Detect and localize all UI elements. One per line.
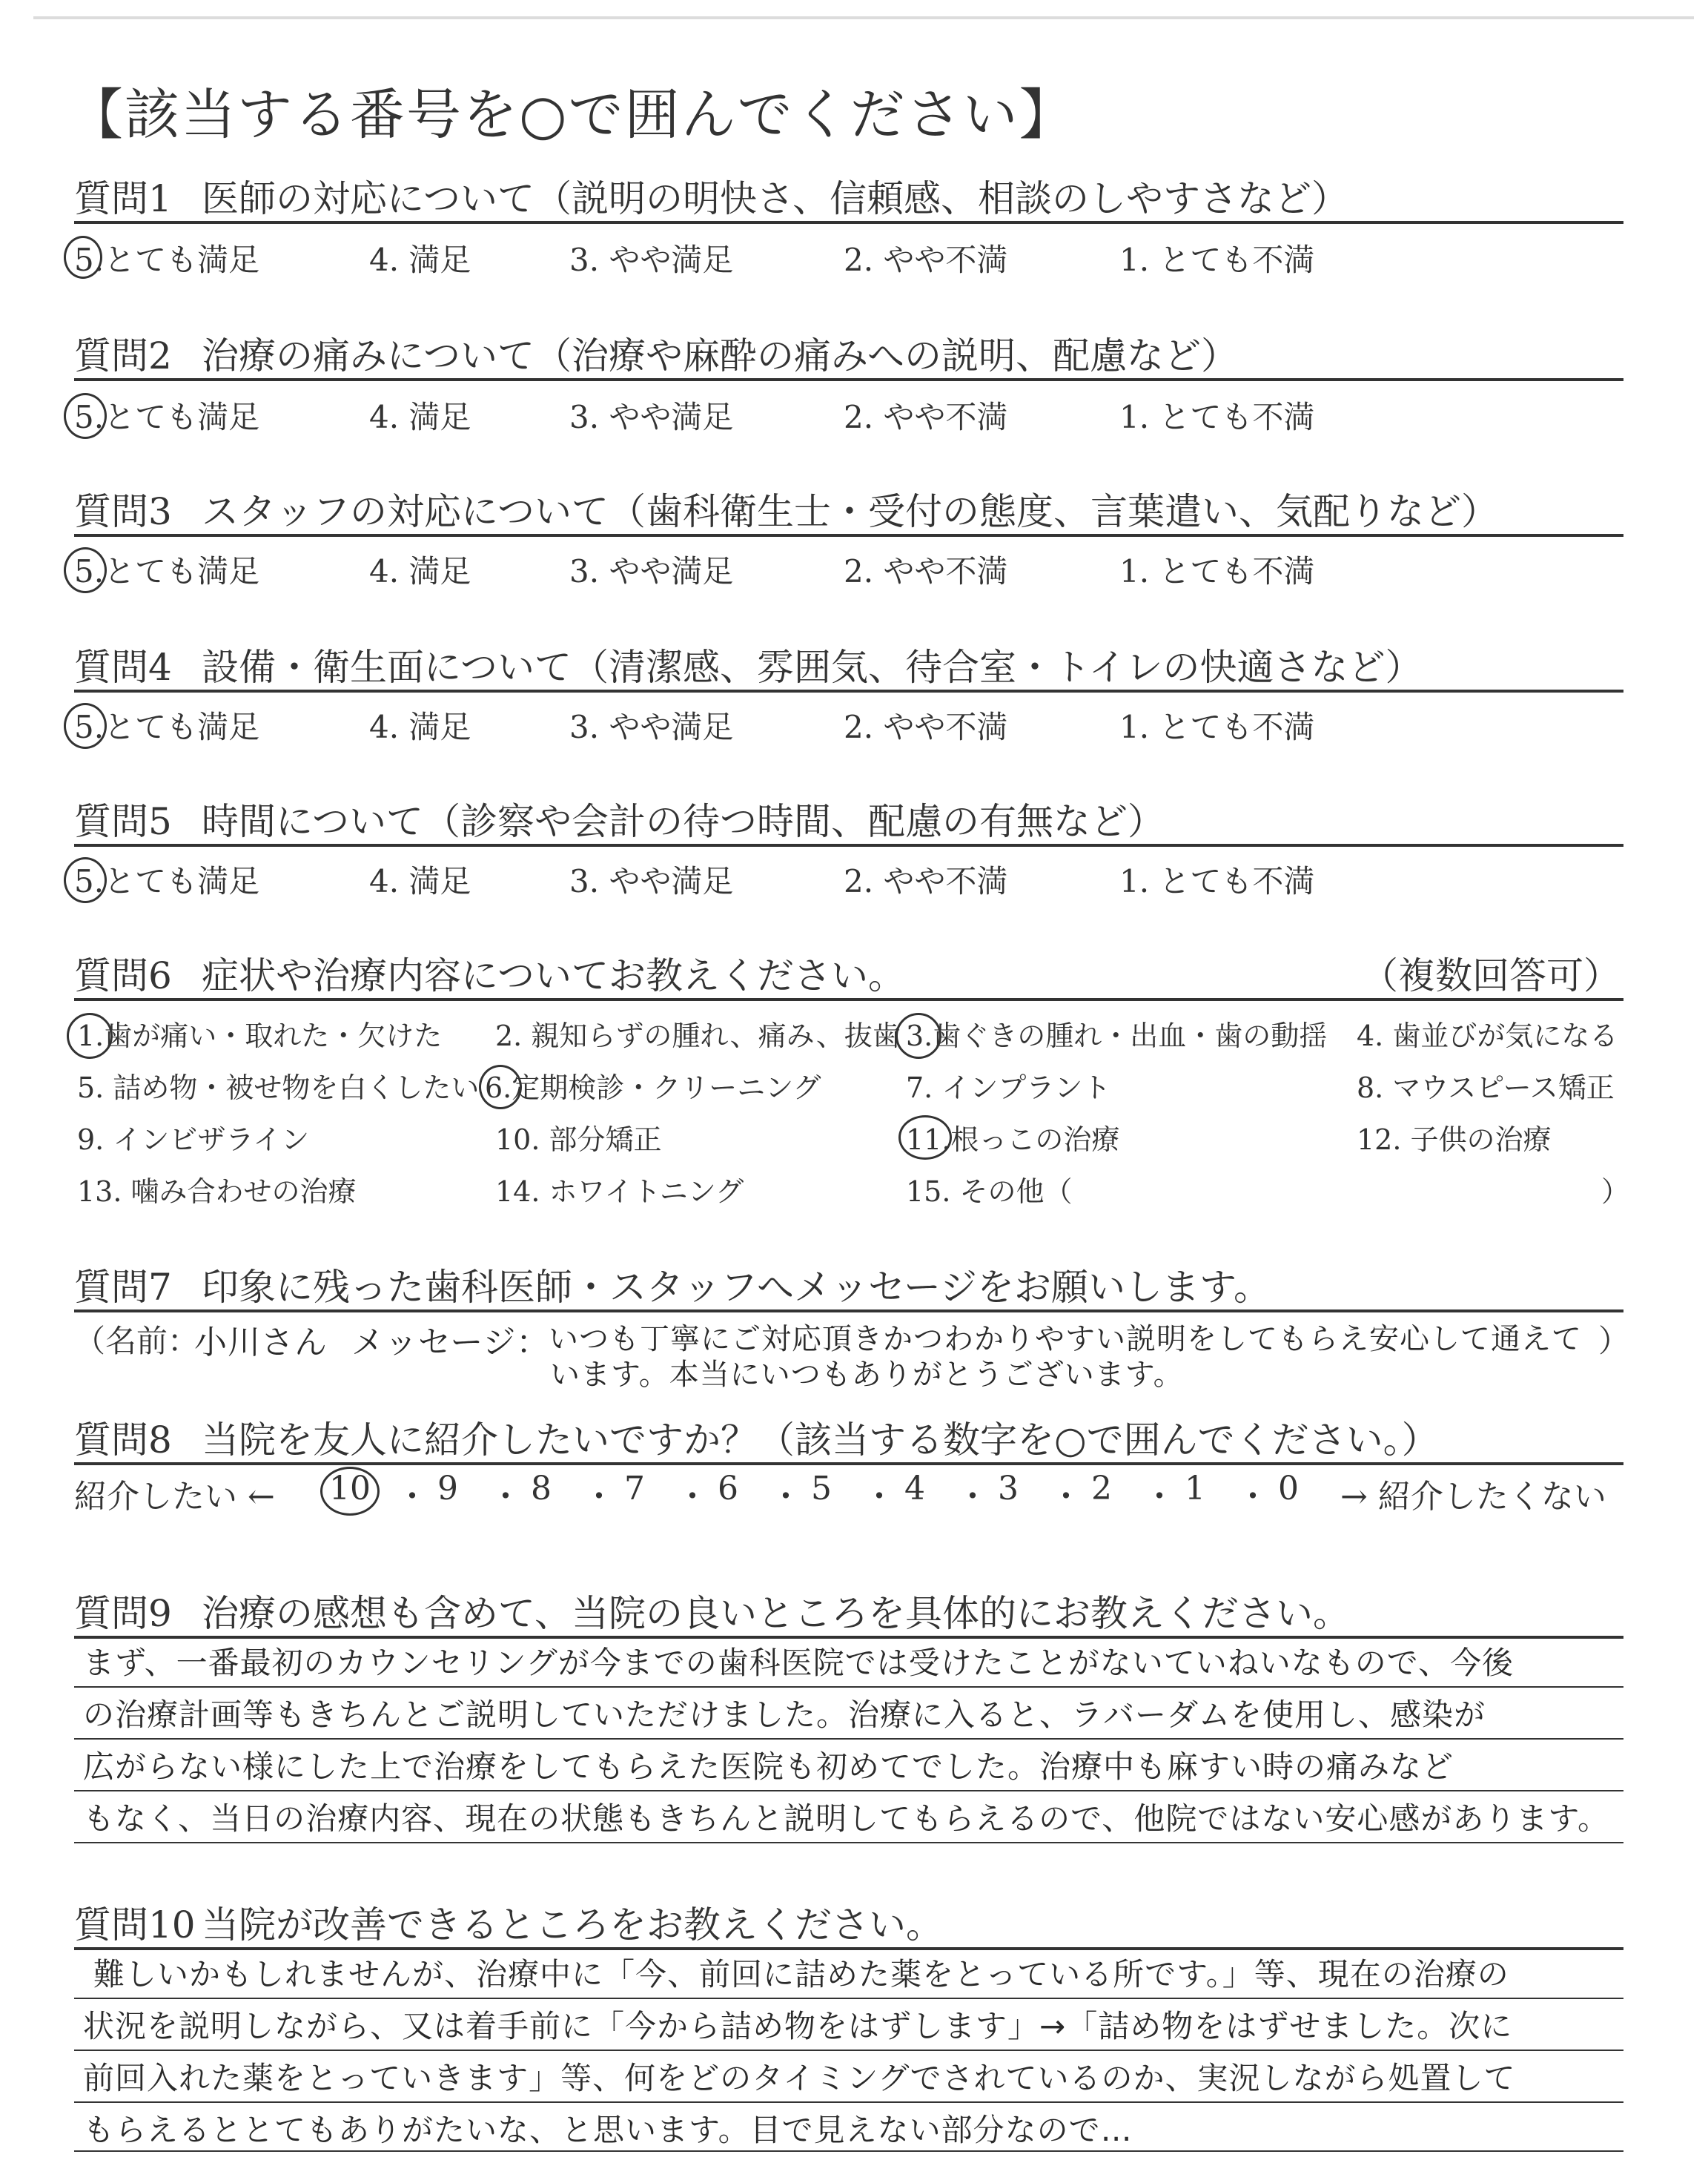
- scale-dot: ・: [956, 1478, 989, 1516]
- scale-dot: ・: [583, 1478, 615, 1516]
- q4-option-1[interactable]: 1. とても不満: [1119, 709, 1315, 745]
- answer-rule: [74, 2101, 1623, 2103]
- q4-option-5[interactable]: 5.とても満足: [74, 709, 260, 745]
- q5-option-3[interactable]: 3. やや満足: [569, 863, 734, 899]
- question-2-rule: [74, 378, 1623, 381]
- answer-line-3[interactable]: 広がらない様にした上で治療をしてもらえた医院も初めてでした。治療中も麻すい時の痛みなど: [83, 1748, 1454, 1785]
- q6-option-4[interactable]: 4. 歯並びが気になる: [1357, 1020, 1618, 1052]
- q1-option-1[interactable]: 1. とても不満: [1119, 242, 1315, 278]
- question-number: 質問10: [74, 1903, 196, 1946]
- page-header: 【該当する番号を○で囲んでください】: [68, 83, 1076, 147]
- q6-other-close: ）: [1601, 1175, 1630, 1208]
- scale-dot: ・: [396, 1478, 428, 1516]
- scale-dot: ・: [676, 1478, 709, 1516]
- scale-6[interactable]: 6: [718, 1470, 738, 1507]
- q4-option-3[interactable]: 3. やや満足: [569, 709, 734, 745]
- scale-9[interactable]: 9: [437, 1470, 458, 1507]
- answer-line-1[interactable]: まず、一番最初のカウンセリングが今までの歯科医院では受けたことがないていねいなもので、今後: [83, 1645, 1514, 1681]
- q3-option-1[interactable]: 1. とても不満: [1119, 553, 1315, 589]
- answer-line-4[interactable]: もらえるととてもありがたいな、と思います。目で見えない部分なので…: [83, 2112, 1133, 2148]
- question-text: 印象に残った歯科医師・スタッフへメッセージをお願いします。: [202, 1266, 1271, 1309]
- handwritten-message-line-1[interactable]: いつも丁寧にご対応頂きかつわかりやすい説明をしてもらえ安心して通えて: [549, 1322, 1582, 1356]
- scale-dot: ・: [1050, 1478, 1082, 1516]
- q2-option-4[interactable]: 4. 満足: [369, 399, 471, 435]
- message-close-paren: ）: [1598, 1323, 1630, 1359]
- question-number: 質問2: [74, 334, 172, 377]
- q3-option-4[interactable]: 4. 満足: [369, 553, 471, 589]
- question-10-title: [74, 1895, 943, 1949]
- question-text: 当院を友人に紹介したいですか？（該当する数字を○で囲んでください。）: [202, 1418, 1439, 1462]
- recommend-left-label: 紹介したい ←: [74, 1478, 275, 1516]
- question-text: 時間について（診察や会計の待つ時間、配慮の有無など）: [202, 800, 1165, 843]
- message-label: メッセージ：: [351, 1324, 550, 1361]
- question-text: 設備・衛生面について（清潔感、雰囲気、待合室・トイレの快適さなど）: [202, 646, 1423, 689]
- question-8-rule: [74, 1462, 1623, 1465]
- question-text: 治療の痛みについて（治療や麻酔の痛みへの説明、配慮など）: [202, 334, 1238, 377]
- scale-4[interactable]: 4: [904, 1470, 925, 1507]
- question-3-rule: [74, 534, 1623, 537]
- scale-8[interactable]: 8: [531, 1470, 552, 1507]
- answer-line-3[interactable]: 前回入れた薬をとっていきます」等、何をどのタイミングでされているのか、実況しながら処置して: [83, 2060, 1516, 2096]
- question-2-title: [74, 326, 1238, 380]
- q5-option-2[interactable]: 2. やや不満: [844, 863, 1008, 899]
- top-border: [33, 16, 1694, 19]
- q6-option-3[interactable]: 3.歯ぐきの腫れ・出血・歯の動揺: [906, 1020, 1328, 1052]
- answer-rule: [74, 2050, 1623, 2051]
- q1-option-5[interactable]: 5.とても満足: [74, 242, 260, 278]
- q6-option-7[interactable]: 7. インプラント: [906, 1071, 1111, 1104]
- question-number: 質問5: [74, 800, 172, 843]
- scale-10[interactable]: 10: [329, 1470, 371, 1507]
- answer-rule: [74, 2150, 1623, 2152]
- scale-5[interactable]: 5: [811, 1470, 832, 1507]
- q2-option-5[interactable]: 5.とても満足: [74, 399, 260, 435]
- q3-option-5[interactable]: 5.とても満足: [74, 553, 260, 589]
- q6-option-11[interactable]: 11.根っこの治療: [906, 1123, 1120, 1156]
- scale-0[interactable]: 0: [1278, 1470, 1299, 1507]
- question-7-title: [74, 1258, 1271, 1311]
- q6-option-10[interactable]: 10. 部分矯正: [495, 1123, 662, 1156]
- scale-dot: ・: [863, 1478, 896, 1516]
- scale-dot: ・: [1237, 1478, 1269, 1516]
- q5-option-1[interactable]: 1. とても不満: [1119, 863, 1315, 899]
- question-7-rule: [74, 1309, 1623, 1312]
- q6-option-15[interactable]: 15. その他（: [906, 1175, 1073, 1208]
- q4-option-4[interactable]: 4. 満足: [369, 709, 471, 745]
- q1-option-2[interactable]: 2. やや不満: [844, 242, 1008, 278]
- q2-option-3[interactable]: 3. やや満足: [569, 399, 734, 435]
- handwritten-message-line-2[interactable]: います。本当にいつもありがとうございます。: [550, 1358, 1184, 1392]
- answer-rule: [74, 1842, 1623, 1843]
- scale-1[interactable]: 1: [1185, 1470, 1205, 1507]
- question-1-title: [74, 169, 1348, 222]
- question-number: 質問1: [74, 177, 172, 220]
- q1-option-3[interactable]: 3. やや満足: [569, 242, 734, 278]
- question-4-rule: [74, 690, 1623, 693]
- question-9-title: [74, 1584, 1350, 1637]
- q6-option-9[interactable]: 9. インビザライン: [77, 1123, 310, 1156]
- question-text: 当院が改善できるところをお教えください。: [202, 1903, 943, 1946]
- answer-rule: [74, 1998, 1623, 1999]
- answer-line-1[interactable]: 難しいかもしれませんが、治療中に「今、前回に詰めた薬をとっている所です。」等、現在の治療の: [93, 1956, 1509, 1992]
- q6-option-2[interactable]: 2. 親知らずの腫れ、痛み、抜歯: [495, 1020, 901, 1052]
- q6-option-1[interactable]: 1.歯が痛い・取れた・欠けた: [77, 1020, 443, 1052]
- multiple-answers-note: （複数回答可）: [1361, 954, 1621, 997]
- name-label: （名前：: [74, 1323, 199, 1359]
- q3-option-3[interactable]: 3. やや満足: [569, 553, 734, 589]
- scale-2[interactable]: 2: [1091, 1470, 1112, 1507]
- question-6-title: [74, 946, 905, 1000]
- recommend-right-label: → 紹介したくない: [1340, 1478, 1606, 1516]
- question-6-rule: [74, 998, 1623, 1001]
- question-5-title: [74, 792, 1165, 845]
- question-text: スタッフの対応について（歯科衛生士・受付の態度、言葉遣い、気配りなど）: [202, 490, 1498, 533]
- answer-rule: [74, 1686, 1623, 1688]
- question-4-title: [74, 638, 1423, 691]
- q6-option-5[interactable]: 5. 詰め物・被せ物を白くしたい: [77, 1071, 480, 1104]
- question-1-rule: [74, 221, 1623, 224]
- q5-option-5[interactable]: 5.とても満足: [74, 863, 260, 899]
- question-8-title: [74, 1410, 1439, 1464]
- answer-rule: [74, 1790, 1623, 1791]
- scale-dot: ・: [769, 1478, 802, 1516]
- q5-option-4[interactable]: 4. 満足: [369, 863, 471, 899]
- question-number: 質問8: [74, 1418, 172, 1462]
- answer-line-2[interactable]: の治療計画等もきちんとご説明していただけました。治療に入ると、ラバーダムを使用し、感染が: [83, 1697, 1486, 1733]
- scale-3[interactable]: 3: [998, 1470, 1019, 1507]
- question-text: 医師の対応について（説明の明快さ、信頼感、相談のしやすさなど）: [202, 177, 1348, 220]
- scale-dot: ・: [1143, 1478, 1176, 1516]
- question-number: 質問4: [74, 646, 172, 689]
- q2-option-1[interactable]: 1. とても不満: [1119, 399, 1315, 435]
- question-3-title: [74, 482, 1498, 535]
- q6-option-14[interactable]: 14. ホワイトニング: [495, 1175, 744, 1208]
- question-text: 症状や治療内容についてお教えください。: [202, 954, 905, 997]
- q6-option-13[interactable]: 13. 噛み合わせの治療: [77, 1175, 357, 1208]
- q6-option-6[interactable]: 6.定期検診・クリーニング: [485, 1071, 821, 1104]
- scale-7[interactable]: 7: [624, 1470, 645, 1507]
- handwritten-name[interactable]: 小川さん: [194, 1324, 328, 1361]
- question-5-rule: [74, 844, 1623, 847]
- question-number: 質問7: [74, 1266, 172, 1309]
- question-text: 治療の感想も含めて、当院の良いところを具体的にお教えください。: [202, 1592, 1350, 1635]
- q6-option-8[interactable]: 8. マウスピース矯正: [1357, 1071, 1615, 1104]
- scale-dot: ・: [489, 1478, 522, 1516]
- answer-line-4[interactable]: もなく、当日の治療内容、現在の状態もきちんと説明してもらえるので、他院ではない安心感があります。: [83, 1800, 1609, 1837]
- q6-option-12[interactable]: 12. 子供の治療: [1357, 1123, 1552, 1156]
- q2-option-2[interactable]: 2. やや不満: [844, 399, 1008, 435]
- q1-option-4[interactable]: 4. 満足: [369, 242, 471, 278]
- question-number: 質問3: [74, 490, 172, 533]
- q3-option-2[interactable]: 2. やや不満: [844, 553, 1008, 589]
- answer-rule: [74, 1738, 1623, 1740]
- question-number: 質問6: [74, 954, 172, 997]
- q4-option-2[interactable]: 2. やや不満: [844, 709, 1008, 745]
- answer-line-2[interactable]: 状況を説明しながら、又は着手前に「今から詰め物をはずします」→「詰め物をはずせました。次に: [83, 2008, 1513, 2044]
- question-number: 質問9: [74, 1592, 172, 1635]
